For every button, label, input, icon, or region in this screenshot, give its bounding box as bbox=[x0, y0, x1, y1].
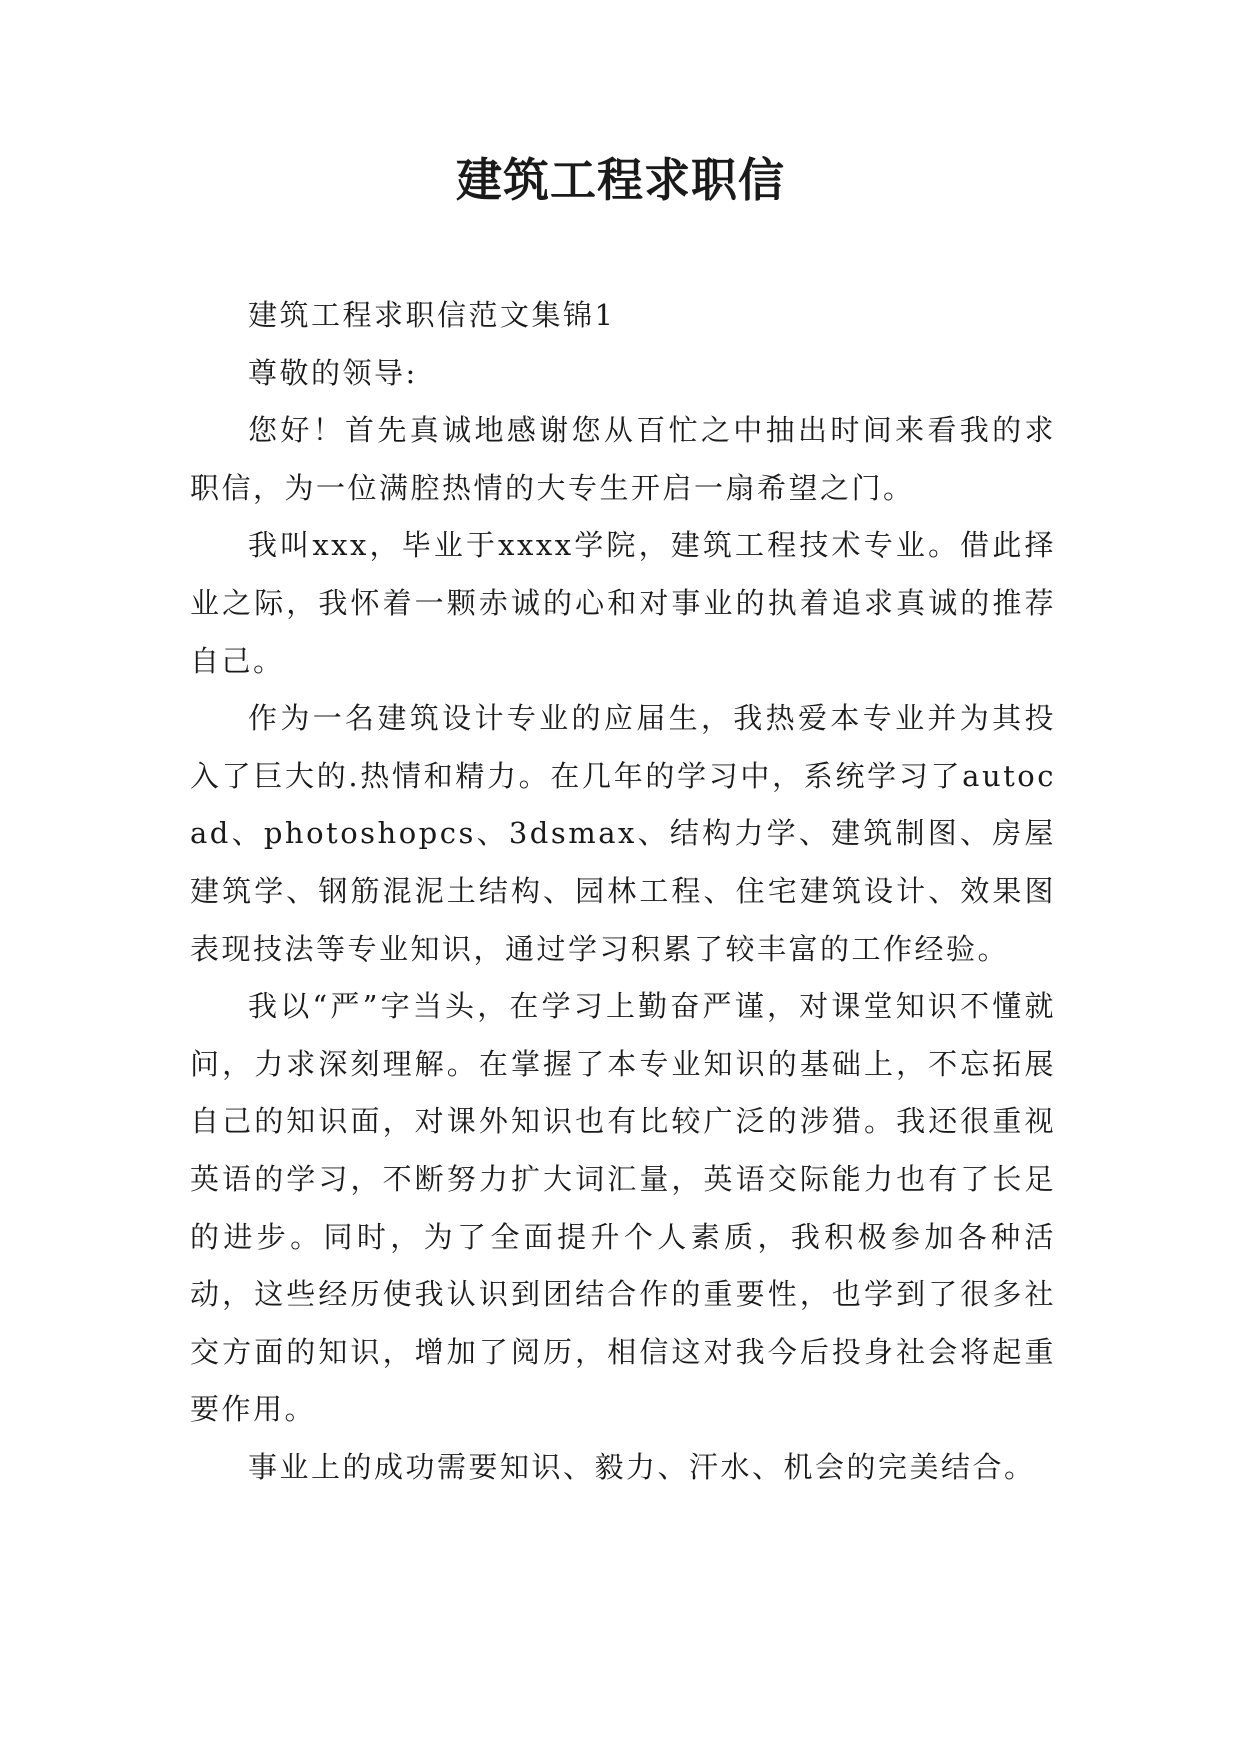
paragraph-study-attitude: 我以“严”字当头，在学习上勤奋严谨，对课堂知识不懂就问，力求深刻理解。在掌握了本专业知识的基础上，不忘拓展自己的知识面，对课外知识也有比较广泛的涉猎。我还很重视英语的学习，不断努力扩大词汇量，英语交际能力也有了长足的进步。同时，为了全面提升个人素质，我积极参加各种活动，这些经历使我认识到团结合作的重要性，也学到了很多社交方面的知识，增加了阅历，相信这对我今后投身社会将起重要作用。 bbox=[190, 989, 1056, 1427]
paragraph-education: 作为一名建筑设计专业的应届生，我热爱本专业并为其投入了巨大的.热情和精力。在几年的学习中，系统学习了autocad、photoshopcs、3dsmax、结构力学、建筑制图、房屋建筑学、钢筋混泥土结构、园林工程、住宅建筑设计、效果图表现技法等专业知识，通过学习积累了较丰富的工作经验。 bbox=[190, 701, 1056, 966]
salutation: 尊敬的领导: bbox=[248, 355, 418, 390]
document-title: 建筑工程求职信 bbox=[456, 153, 785, 207]
document-body bbox=[190, 287, 1056, 1496]
paragraph-greeting: 您好！首先真诚地感谢您从百忙之中抽出时间来看我的求职信，为一位满腔热情的大专生开启一扇希望之门。 bbox=[190, 413, 1056, 505]
paragraph-closing: 事业上的成功需要知识、毅力、汗水、机会的完美结合。 bbox=[248, 1449, 1036, 1484]
section-heading: 建筑工程求职信范文集锦1 bbox=[248, 298, 616, 332]
paragraph-introduction: 我叫xxx，毕业于xxxx学院，建筑工程技术专业。借此择业之际，我怀着一颗赤诚的心和对事业的执着追求真诚的推荐自己。 bbox=[190, 528, 1056, 678]
